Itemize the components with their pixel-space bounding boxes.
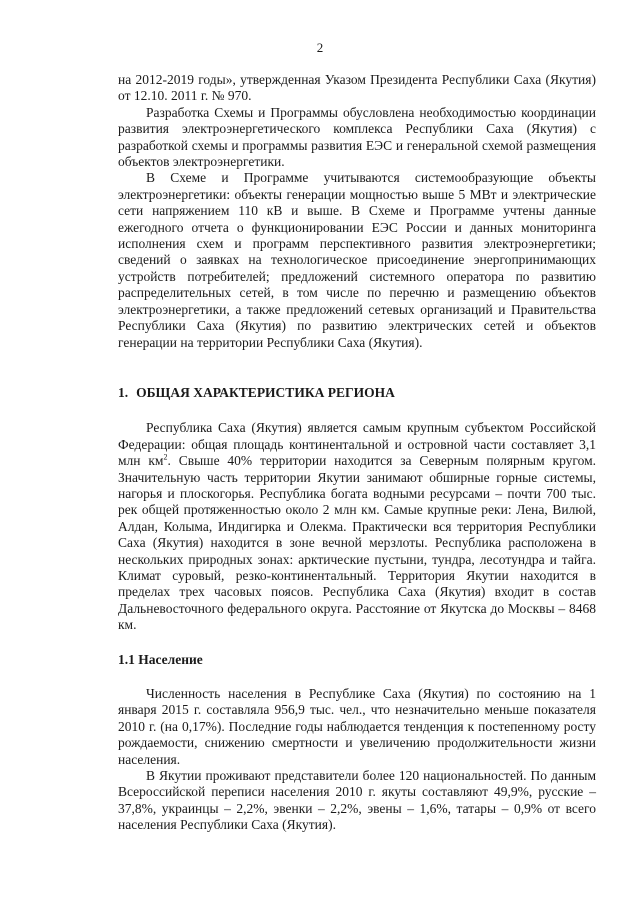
- population-paragraph-1: Численность населения в Республике Саха (Якутия) по состоянию на 1 января 2015 г. составляла 956,9 тыс. чел., что незначительно меньше показателя 2010 г. (на 0,17%). Последние годы наблюдается тенденция к постепенному росту рождаемости, снижению смертности и увеличению продолжительности жизни населения.: [118, 686, 596, 767]
- region-paragraph: [118, 420, 596, 633]
- intro-paragraph-2: Разработка Схемы и Программы обусловлена необходимостью координации развития электроэнергетического комплекса Республики Саха (Якутия) с разработкой схемы и программы развития ЕЭС и генеральной схемой размещения объектов электроэнергетики.: [118, 104, 596, 170]
- intro-paragraph-3: В Схеме и Программе учитываются системообразующие объекты электроэнергетики: объекты генерации мощностью выше 5 МВт и электрические сети напряжением 110 кВ и выше. В Схеме и Программе учтены данные ежегодного отчета о функционировании ЕЭС России и данных мониторинга исполнения схем и программ перспективного развития электроэнергетики; сведений о заявках на технологическое присоединение энергопринимающих устройств потребителей; предложений системного оператора по развитию распределительных сетей, в том числе по перечню и размещению объектов электроэнергетики, а также предложений сетевых организаций и Правительства Республики Саха (Якутия) по развитию электрических сетей и объектов генерации на территории Республики Саха (Якутия).: [118, 170, 596, 350]
- region-paragraph-end: . Свыше 40% территории находится за Северным полярным кругом. Значительную часть территории Якутии занимают обширные горные системы, нагорья и плоскогорья. Республика богата водными ресурсами – почти 700 тыс. рек общей протяженностью около 2 млн км. Самые крупные реки: Лена, Вилюй, Алдан, Колыма, Индигирка и Олекма. Практически вся территория Республики Саха (Якутия) находится в зоне вечной мерзлоты. Республика расположена в нескольких природных зонах: арктические пустыни, тундра, лесотундра и тайга. Климат суровый, резко-континентальный. Территория Якутии находится в пределах трех часовых поясов. Республика Саха (Якутия) входит в состав Дальневосточного федерального округа. Расстояние от Якутска до Москвы – 8468 км.: [118, 453, 597, 633]
- section-number: 1.: [118, 384, 129, 400]
- intro-paragraph-1: на 2012-2019 годы», утвержденная Указом Президента Республики Саха (Якутия) от 12.10. 2011 г. № 970.: [118, 72, 596, 104]
- superscript: 2: [163, 452, 168, 462]
- document-body: [118, 72, 596, 834]
- population-paragraph-2: В Якутии проживают представители более 120 национальностей. По данным Всероссийской переписи населения 2010 г. якуты составляют 49,9%, русские – 37,8%, украинцы – 2,2%, эвенки – 2,2%, эвены – 1,6%, татары – 0,9% от всего населения Республики Саха (Якутия).: [118, 768, 596, 833]
- subsection-heading: 1.1 Население: [118, 651, 203, 667]
- region-paragraph-start: Республика Саха (Якутия) является самым крупным субъектом Российской Федерации: общая площадь континентальной и островной части составляет 3,1 млн км: [118, 420, 596, 469]
- section-heading: [118, 385, 596, 401]
- page-number: 2: [316, 40, 324, 55]
- section-title: ОБЩАЯ ХАРАКТЕРИСТИКА РЕГИОНА: [136, 384, 395, 400]
